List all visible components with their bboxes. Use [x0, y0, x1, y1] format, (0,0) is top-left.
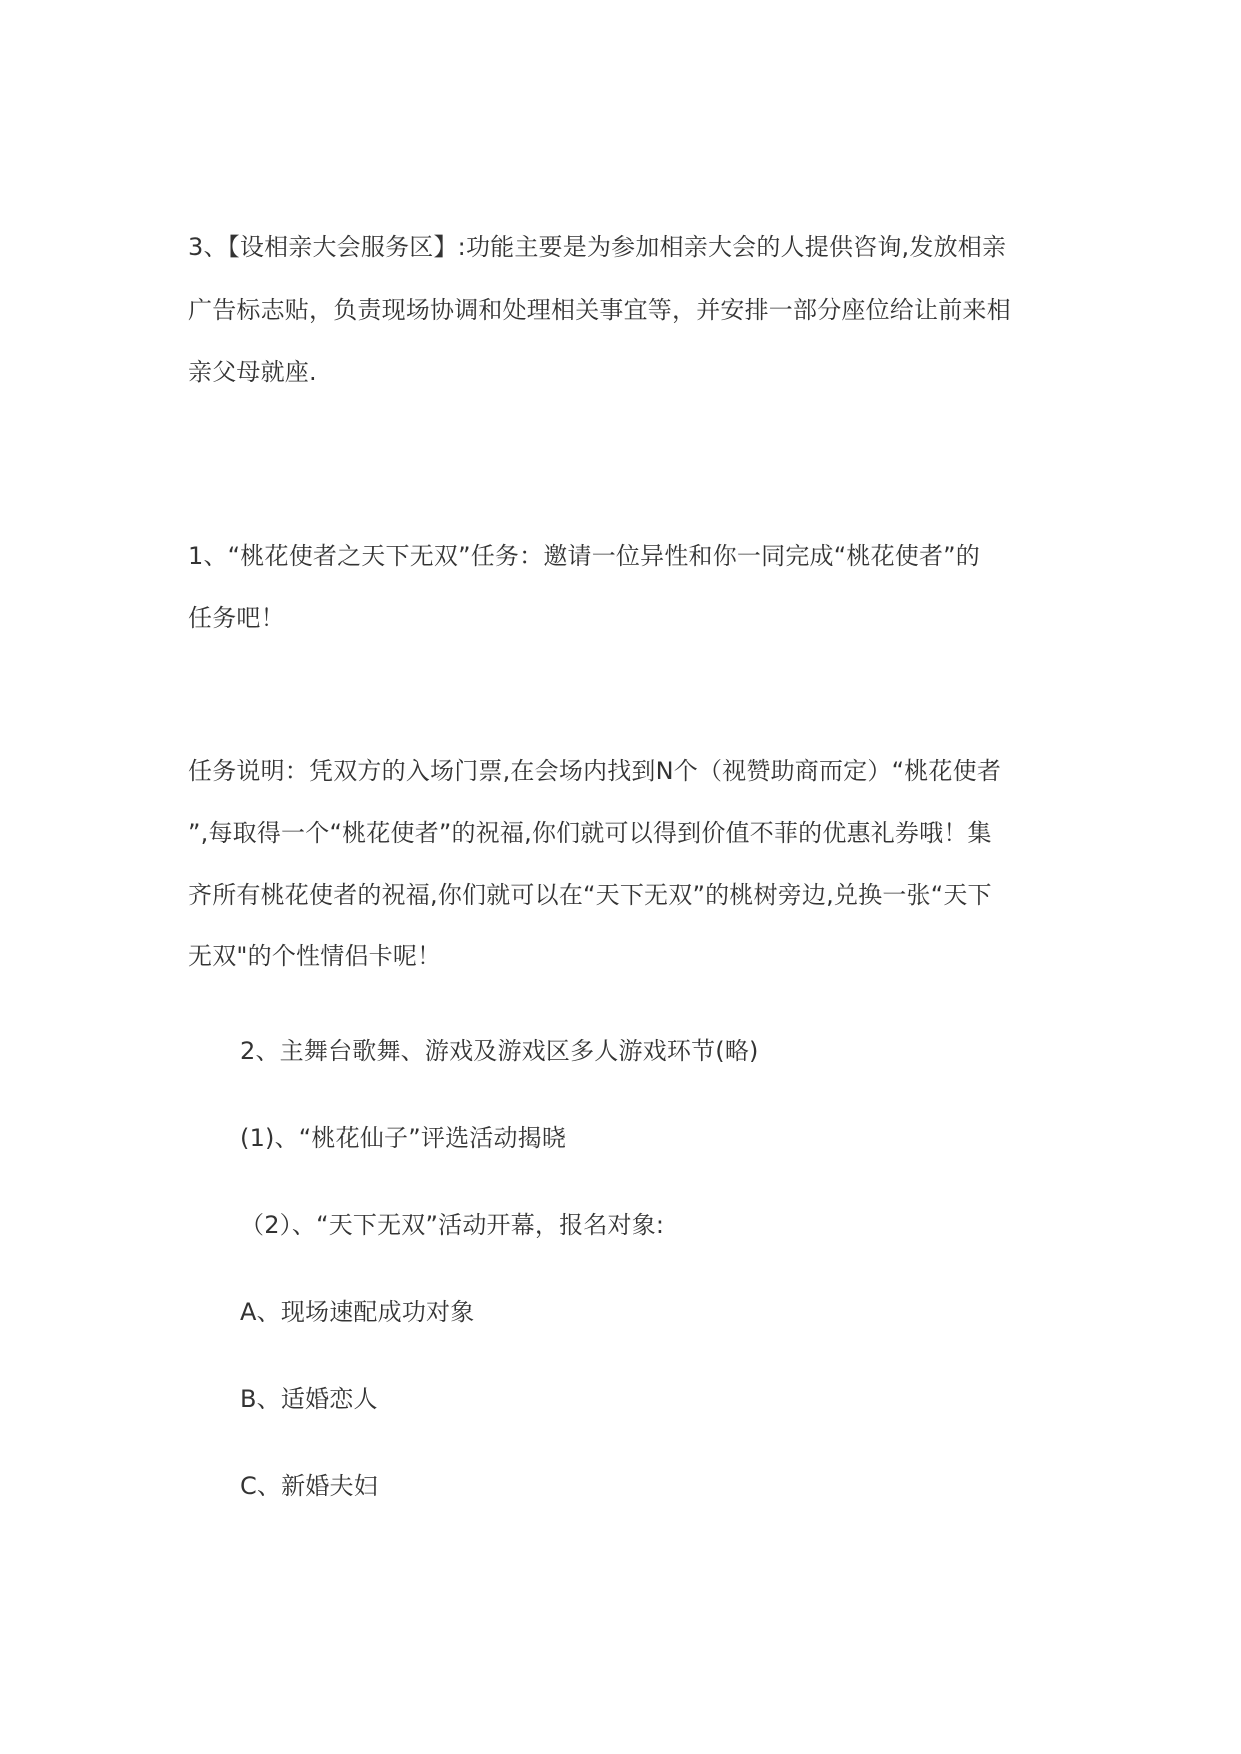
target-option-b: B、适婚恋人 — [240, 1385, 378, 1413]
task-desc-line-3: 齐所有桃花使者的祝福,你们就可以在“天下无双”的桃树旁边,兑换一张“天下 — [188, 881, 992, 909]
task-desc-line-1: 任务说明：凭双方的入场门票,在会场内找到N个（视赞助商而定）“桃花使者 — [188, 757, 1002, 785]
task-desc-line-2: ”,每取得一个“桃花使者”的祝福,你们就可以得到价值不菲的优惠礼券哦！集 — [188, 819, 992, 847]
target-option-a: A、现场速配成功对象 — [240, 1298, 475, 1326]
fairy-selection-item: (1)、“桃花仙子”评选活动揭晓 — [240, 1124, 567, 1152]
event-opening-item: （2）、“天下无双”活动开幕，报名对象: — [240, 1211, 665, 1239]
service-line-1: 3、【设相亲大会服务区】:功能主要是为参加相亲大会的人提供咨询,发放相亲 — [188, 233, 1007, 261]
task-one-line-2: 任务吧！ — [188, 604, 285, 632]
task-desc-line-4: 无双"的个性情侣卡呢！ — [188, 942, 442, 970]
stage-program-item: 2、主舞台歌舞、游戏及游戏区多人游戏环节(略) — [240, 1037, 759, 1065]
target-option-c: C、新婚夫妇 — [240, 1472, 378, 1500]
service-line-2: 广告标志贴，负责现场协调和处理相关事宜等，并安排一部分座位给让前来相 — [188, 296, 1011, 324]
service-line-3: 亲父母就座. — [188, 358, 317, 386]
task-one-line-1: 1、“桃花使者之天下无双”任务：邀请一位异性和你一同完成“桃花使者”的 — [188, 542, 981, 570]
